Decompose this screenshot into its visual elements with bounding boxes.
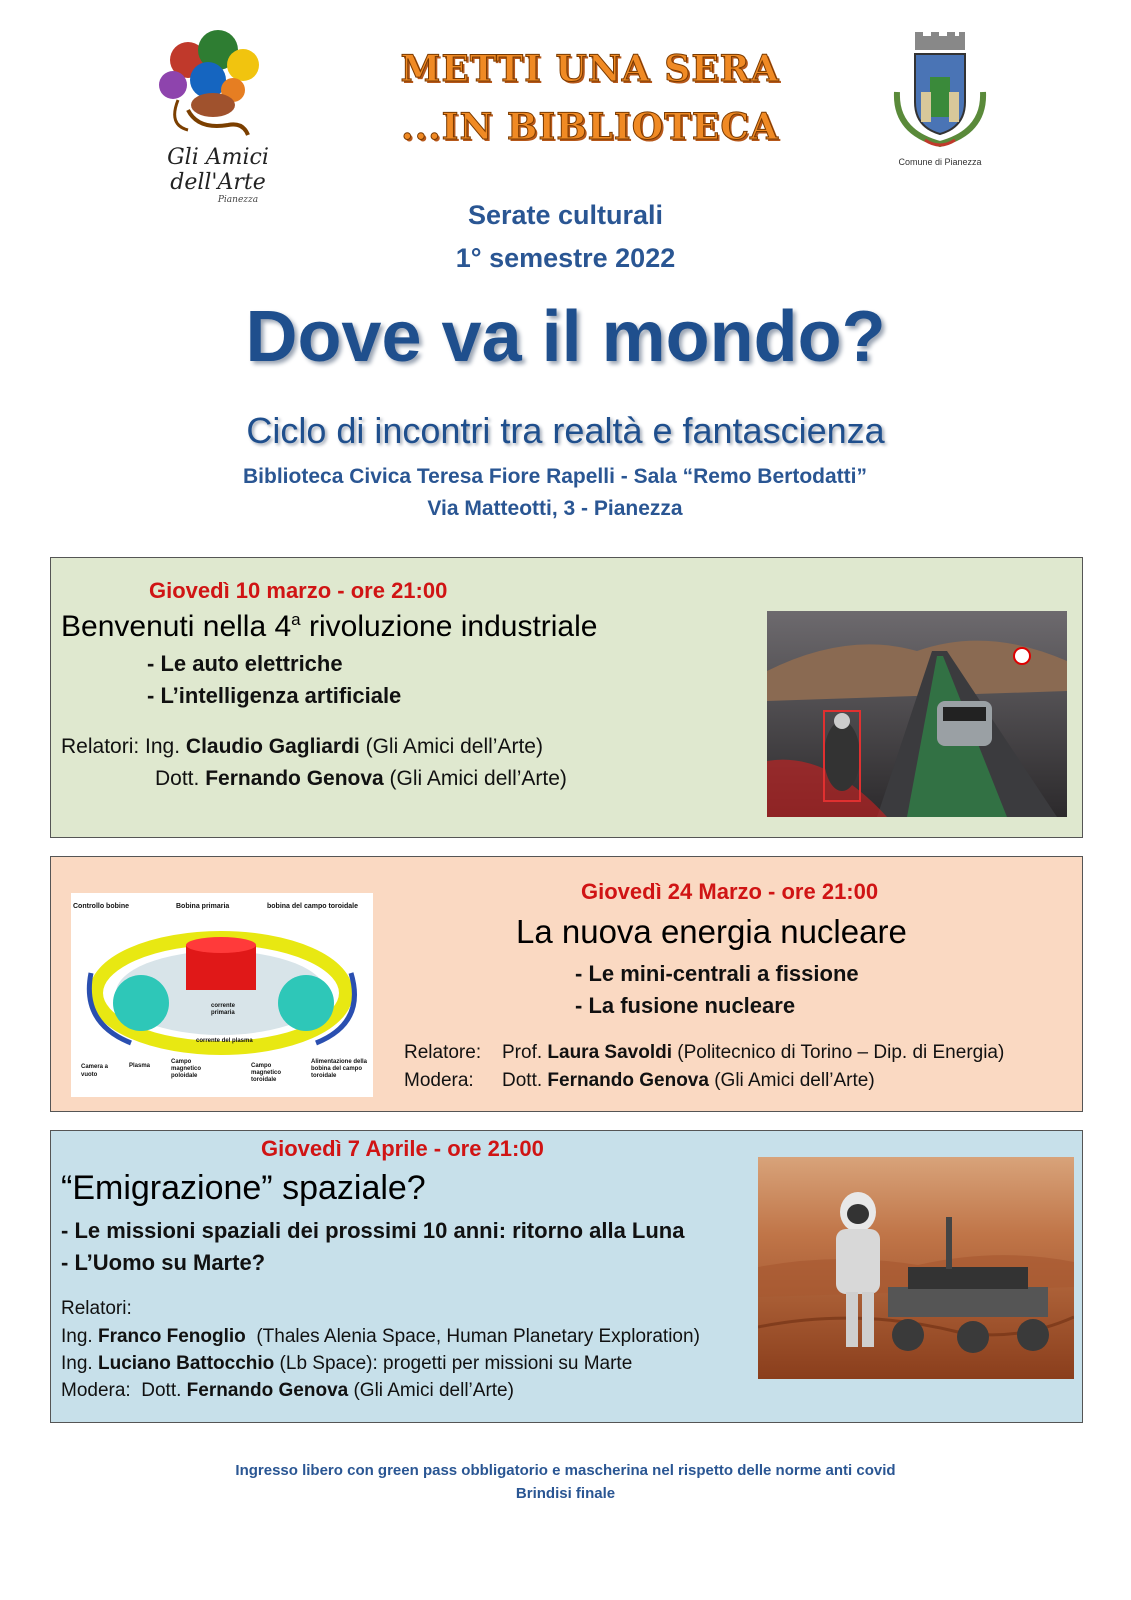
- speaker-affiliation: (Lb Space): progetti per missioni su Marte: [274, 1353, 633, 1374]
- speaker-name: Franco Fenoglio: [97, 1326, 246, 1347]
- speaker-affiliation: (Gli Amici dell’Arte): [359, 735, 543, 758]
- event-speaker: [404, 1038, 1004, 1068]
- diagram-label: Campo magnetico toroidale: [251, 1063, 282, 1083]
- comune-pianezza-crest: [885, 32, 995, 172]
- event-bullet: - L’Uomo su Marte?: [61, 1250, 266, 1275]
- speaker-prefix: Ing.: [61, 1353, 98, 1374]
- amici-arte-logo: [128, 30, 308, 205]
- diagram-label: Controllo bobine: [73, 903, 129, 910]
- coat-of-arms-icon: [885, 32, 995, 152]
- event-speaker: [61, 1377, 514, 1405]
- event-title-sup: a: [291, 610, 301, 629]
- event-title-text: Benvenuti nella 4: [61, 610, 292, 643]
- event-bullet: - La fusione nucleare: [575, 993, 796, 1018]
- venue-line1: Biblioteca Civica Teresa Fiore Rapelli - Sala “Remo Bertodatti”: [243, 465, 867, 488]
- diagram-label: Alimentazione della bobina del campo toroidale: [311, 1059, 368, 1079]
- diagram-label: Campo magnetico poloidale: [171, 1059, 202, 1079]
- event-speaker: [61, 732, 543, 762]
- speaker-name: Luciano Battocchio: [97, 1353, 275, 1374]
- speaker-name: Claudio Gagliardi: [185, 735, 360, 758]
- event-title: La nuova energia nucleare: [516, 913, 907, 950]
- speaker-prefix: Prof.: [502, 1042, 548, 1063]
- event-bullet: - Le mini-centrali a fissione: [575, 961, 859, 986]
- amici-arte-logo-text: Gli Amici dell'Arte: [167, 145, 269, 195]
- diagram-label: corrente primaria: [211, 1003, 236, 1016]
- event-date: Giovedì 7 Aprile - ore 21:00: [261, 1136, 544, 1161]
- footer-line1: Ingresso libero con green pass obbligatorio e mascherina nel rispetto delle norme anti covid: [235, 1462, 896, 1479]
- speaker-prefix: Modera: Dott.: [61, 1380, 187, 1401]
- speaker-prefix: Dott.: [502, 1070, 548, 1091]
- speaker-role: Relatore:: [404, 1042, 482, 1063]
- header-title-line2: ...IN BIBLIOTECA: [401, 106, 779, 148]
- header-title-line1: METTI UNA SERA: [400, 48, 780, 90]
- event-bullet: - L’intelligenza artificiale: [147, 683, 402, 708]
- diagram-label: bobina del campo toroidale: [267, 903, 359, 910]
- speaker-affiliation: (Politecnico di Torino – Dip. di Energia): [672, 1042, 1005, 1063]
- intro-line1: Serate culturali: [467, 200, 664, 230]
- speaker-affiliation: (Gli Amici dell’Arte): [348, 1380, 514, 1401]
- comune-pianezza-text: Comune di Pianezza: [898, 157, 982, 167]
- speaker-prefix: Relatori: Ing.: [61, 735, 186, 758]
- event-panel-2: [50, 856, 1083, 1112]
- event-speaker: [155, 764, 567, 794]
- footer-line2: Brindisi finale: [515, 1485, 616, 1502]
- main-title: Dove va il mondo?: [245, 297, 886, 377]
- self-driving-car-image: [767, 611, 1067, 817]
- event-bullet: - Le missioni spaziali dei prossimi 10 anni: ritorno alla Luna: [61, 1218, 685, 1243]
- speaker-affiliation: (Gli Amici dell’Arte): [383, 767, 567, 790]
- speaker-name: Fernando Genova: [205, 767, 384, 790]
- speaker-name: Fernando Genova: [186, 1380, 349, 1401]
- speaker-name: Fernando Genova: [547, 1070, 709, 1091]
- diagram-label: Bobina primaria: [176, 903, 230, 910]
- event-bullet: - Le auto elettriche: [147, 651, 343, 676]
- speaker-role: Modera:: [404, 1070, 474, 1091]
- event-title-text-rest: rivoluzione industriale: [300, 610, 598, 643]
- mask-bouquet-icon: [128, 30, 308, 140]
- speaker-prefix: Ing.: [61, 1326, 98, 1347]
- diagram-label: Camera a vuoto: [81, 1064, 109, 1078]
- speaker-affiliation: (Thales Alenia Space, Human Planetary Exploration): [245, 1326, 700, 1347]
- astronaut-mars-image: [758, 1157, 1074, 1379]
- event-title: “Emigrazione” spaziale?: [61, 1169, 426, 1207]
- event-date: Giovedì 24 Marzo - ore 21:00: [581, 879, 879, 904]
- event-speaker: [404, 1066, 875, 1096]
- speaker-name: Laura Savoldi: [547, 1042, 673, 1063]
- event-panel-3: [50, 1130, 1083, 1423]
- speaker-affiliation: (Gli Amici dell’Arte): [708, 1070, 875, 1091]
- tokamak-diagram: [71, 893, 373, 1097]
- amici-arte-logo-subtext: Pianezza: [217, 195, 259, 205]
- diagram-label: Plasma: [129, 1063, 151, 1069]
- event-panel-1: [50, 557, 1083, 838]
- venue-line2: Via Matteotti, 3 - Pianezza: [427, 497, 683, 520]
- event-speaker: [61, 1350, 632, 1378]
- event-speaker: [61, 1323, 700, 1351]
- speaker-prefix: Dott.: [155, 767, 206, 790]
- intro-line2: 1° semestre 2022: [455, 243, 676, 273]
- subtitle: Ciclo di incontri tra realtà e fantascienza: [246, 410, 885, 451]
- event-date: Giovedì 10 marzo - ore 21:00: [149, 578, 448, 603]
- event-title: [61, 610, 597, 644]
- diagram-label: corrente del plasma: [196, 1038, 253, 1044]
- speakers-label: Relatori:: [61, 1298, 132, 1319]
